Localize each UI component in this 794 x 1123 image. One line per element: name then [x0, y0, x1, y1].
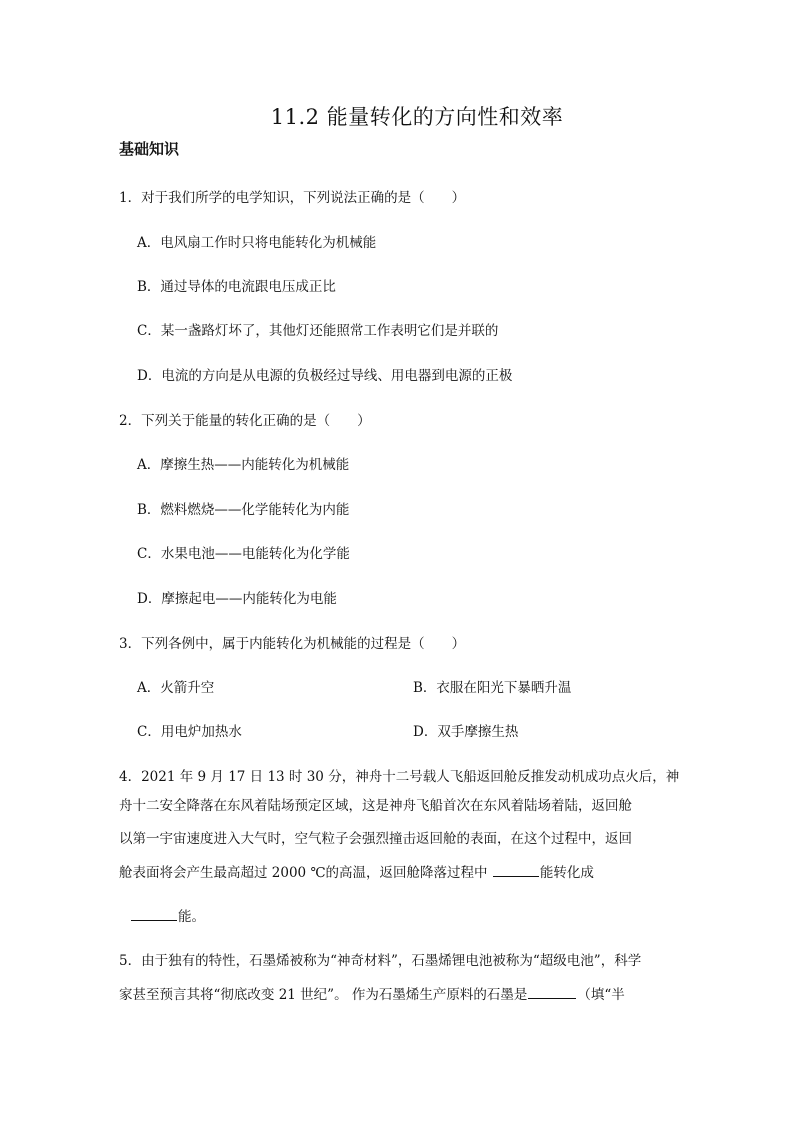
- question-2-option-d: D．摩擦起电——内能转化为电能: [137, 591, 337, 607]
- question-1-option-a: A．电风扇工作时只将电能转化为机械能: [137, 235, 377, 251]
- question-3-stem: 3．下列各例中，属于内能转化为机械能的过程是（ ）: [119, 636, 466, 652]
- question-1-option-b: B．通过导体的电流跟电压成正比: [137, 279, 336, 295]
- answer-blank-3[interactable]: [528, 984, 576, 999]
- question-2-option-c: C．水果电池——电能转化为化学能: [137, 546, 350, 562]
- question-2-option-a: A．摩擦生热——内能转化为机械能: [137, 457, 350, 473]
- question-4-line-4-end: 能转化成: [539, 865, 594, 881]
- answer-blank-1[interactable]: [493, 862, 539, 877]
- question-4-line-4-text: 舱表面将会产生最高超过 2000 ℃的高温，返回舱降落过程中: [119, 865, 492, 881]
- answer-blank-2[interactable]: [131, 906, 177, 921]
- question-4-line-1: 4．2021 年 9 月 17 日 13 时 30 分，神舟十二号载人飞船返回舱反推发动机成功点火后，神: [119, 769, 680, 785]
- question-4-line-5: [130, 906, 690, 927]
- question-5-line-1: 5．由于独有的特性，石墨烯被称为“神奇材料”，石墨烯锂电池被称为“超级电池”，科学: [119, 953, 642, 969]
- page-title: 11.2 能量转化的方向性和效率: [270, 105, 564, 129]
- question-3-option-d: D．双手摩擦生热: [413, 724, 519, 740]
- question-3-option-b: B．衣服在阳光下暴晒升温: [413, 680, 572, 696]
- question-2-stem: 2．下列关于能量的转化正确的是（ ）: [119, 413, 371, 429]
- question-1-stem: 1．对于我们所学的电学知识，下列说法正确的是（ ）: [119, 190, 466, 206]
- question-5-line-2-text: 家甚至预言其将“彻底改变 21 世纪”。 作为石墨烯生产原料的石墨是: [119, 987, 528, 1003]
- question-4-line-2: 舟十二安全降落在东风着陆场预定区域，这是神舟飞船首次在东风着陆场着陆，返回舱: [119, 798, 632, 814]
- question-3-option-a: A．火箭升空: [137, 680, 215, 696]
- question-2-option-b: B．燃料燃烧——化学能转化为内能: [137, 502, 350, 518]
- question-4-line-4: [119, 862, 679, 883]
- question-5-line-2: [119, 984, 679, 1005]
- question-4-line-3: 以第一宇宙速度进入大气时，空气粒子会强烈撞击返回舱的表面，在这个过程中，返回: [119, 831, 632, 847]
- question-3-option-c: C．用电炉加热水: [137, 724, 242, 740]
- section-heading: 基础知识: [119, 140, 180, 158]
- question-1-option-d: D．电流的方向是从电源的负极经过导线、用电器到电源的正极: [137, 368, 513, 384]
- question-5-line-2-end: （填“半: [577, 987, 625, 1003]
- question-4-line-5-end: 能。: [178, 909, 205, 925]
- question-1-option-c: C．某一盏路灯坏了，其他灯还能照常工作表明它们是并联的: [137, 323, 499, 339]
